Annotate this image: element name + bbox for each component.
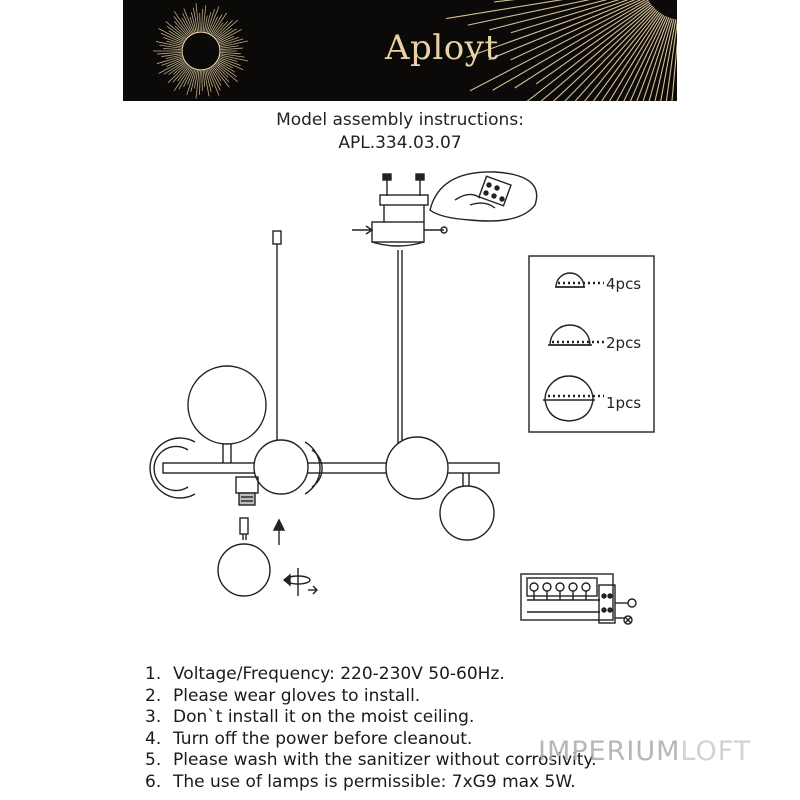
instruction-item <box>145 729 596 751</box>
instruction-list <box>145 664 596 793</box>
instruction-number: 4. <box>145 728 162 749</box>
watermark <box>538 736 751 767</box>
model-number: APL.334.03.07 <box>338 133 462 153</box>
instruction-text: Voltage/Frequency: 220-230V 50-60Hz. <box>173 664 505 684</box>
legend-label-1pcs: 1pcs <box>606 394 642 412</box>
instruction-text: Please wear gloves to install. <box>173 685 421 706</box>
instruction-item <box>145 750 596 772</box>
instruction-text: Turn off the power before cleanout. <box>173 728 473 749</box>
legend-label-2pcs: 2pcs <box>606 334 642 352</box>
instruction-item <box>145 772 596 794</box>
hand-wiring-detail <box>430 172 537 221</box>
ceiling-canopy <box>352 174 447 246</box>
instruction-item <box>145 707 596 729</box>
instruction-number: 2. <box>145 685 162 706</box>
instruction-item <box>145 686 596 708</box>
instruction-text: The use of lamps is permissible: 7xG9 max 5W. <box>173 771 576 792</box>
suspension-rods <box>273 231 402 463</box>
instruction-text: Please wash with the sanitizer without corrosivity. <box>173 750 597 770</box>
page-title: Model assembly instructions: <box>276 110 524 130</box>
brand-logo-text: Aployt <box>385 28 499 68</box>
bulb-socket-detail <box>218 477 317 596</box>
glass-globes <box>150 366 494 540</box>
instruction-text: Don`t install it on the moist ceiling. <box>173 707 475 727</box>
watermark-part2: LOFT <box>680 736 752 767</box>
instruction-number: 6. <box>145 771 162 792</box>
instruction-number: 5. <box>145 750 162 770</box>
wiring-diagram <box>521 574 636 624</box>
instruction-item <box>145 664 596 686</box>
instruction-number: 1. <box>145 664 162 684</box>
watermark-part1: IMPERIUM <box>538 736 681 767</box>
instruction-number: 3. <box>145 707 162 727</box>
legend-label-4pcs: 4pcs <box>606 275 642 293</box>
